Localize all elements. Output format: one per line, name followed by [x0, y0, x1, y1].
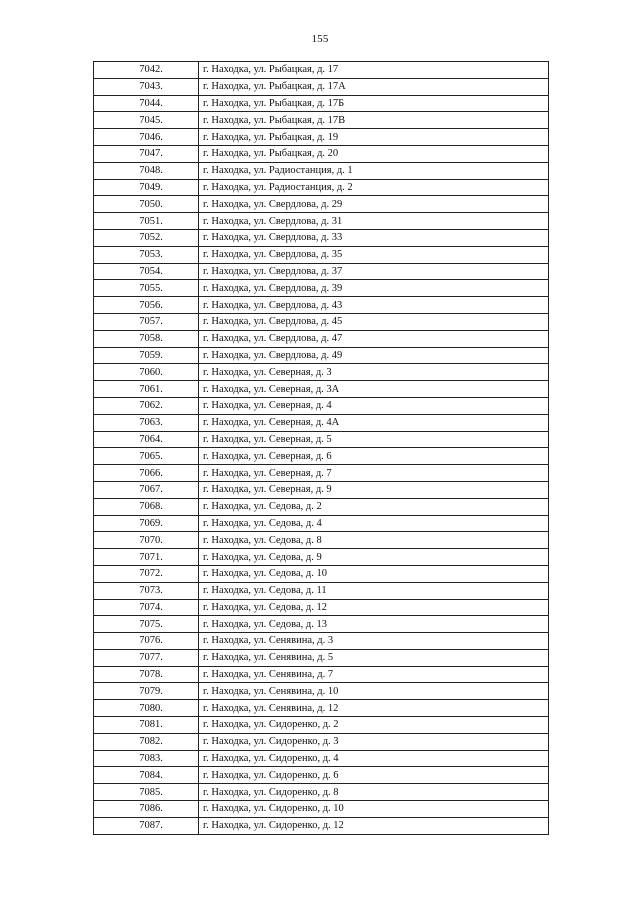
table-row — [94, 347, 549, 364]
address-cell: г. Находка, ул. Сидоренко, д. 2 — [199, 717, 549, 734]
address-cell: г. Находка, ул. Сидоренко, д. 6 — [199, 767, 549, 784]
table-row — [94, 683, 549, 700]
row-number-cell: 7064. — [94, 431, 199, 448]
address-cell: г. Находка, ул. Свердлова, д. 33 — [199, 229, 549, 246]
table-row — [94, 666, 549, 683]
address-cell: г. Находка, ул. Седова, д. 10 — [199, 565, 549, 582]
table-row — [94, 431, 549, 448]
address-cell: г. Находка, ул. Северная, д. 9 — [199, 481, 549, 498]
row-number-cell: 7053. — [94, 246, 199, 263]
address-cell: г. Находка, ул. Радиостанция, д. 2 — [199, 179, 549, 196]
row-number-cell: 7054. — [94, 263, 199, 280]
address-cell: г. Находка, ул. Свердлова, д. 37 — [199, 263, 549, 280]
table-row — [94, 313, 549, 330]
address-cell: г. Находка, ул. Сенявина, д. 3 — [199, 633, 549, 650]
row-number-cell: 7052. — [94, 229, 199, 246]
row-number-cell: 7070. — [94, 532, 199, 549]
table-row — [94, 498, 549, 515]
address-cell: г. Находка, ул. Рыбацкая, д. 17В — [199, 112, 549, 129]
table-row — [94, 330, 549, 347]
row-number-cell: 7077. — [94, 649, 199, 666]
table-row — [94, 481, 549, 498]
address-cell: г. Находка, ул. Рыбацкая, д. 17 — [199, 62, 549, 79]
address-cell: г. Находка, ул. Седова, д. 8 — [199, 532, 549, 549]
table-row — [94, 767, 549, 784]
row-number-cell: 7051. — [94, 213, 199, 230]
address-cell: г. Находка, ул. Рыбацкая, д. 17А — [199, 78, 549, 95]
address-cell: г. Находка, ул. Сенявина, д. 12 — [199, 700, 549, 717]
table-row — [94, 784, 549, 801]
address-cell: г. Находка, ул. Седова, д. 2 — [199, 498, 549, 515]
row-number-cell: 7066. — [94, 465, 199, 482]
address-cell: г. Находка, ул. Сидоренко, д. 4 — [199, 750, 549, 767]
address-cell: г. Находка, ул. Северная, д. 3 — [199, 364, 549, 381]
address-cell: г. Находка, ул. Седова, д. 4 — [199, 515, 549, 532]
row-number-cell: 7082. — [94, 733, 199, 750]
row-number-cell: 7044. — [94, 95, 199, 112]
row-number-cell: 7060. — [94, 364, 199, 381]
table-row — [94, 649, 549, 666]
table-row — [94, 549, 549, 566]
address-table — [93, 61, 549, 835]
row-number-cell: 7080. — [94, 700, 199, 717]
address-cell: г. Находка, ул. Северная, д. 7 — [199, 465, 549, 482]
table-row — [94, 750, 549, 767]
address-cell: г. Находка, ул. Седова, д. 9 — [199, 549, 549, 566]
row-number-cell: 7067. — [94, 481, 199, 498]
row-number-cell: 7056. — [94, 297, 199, 314]
address-cell: г. Находка, ул. Седова, д. 13 — [199, 616, 549, 633]
table-row — [94, 112, 549, 129]
table-row — [94, 364, 549, 381]
row-number-cell: 7085. — [94, 784, 199, 801]
table-row — [94, 733, 549, 750]
address-cell: г. Находка, ул. Северная, д. 6 — [199, 448, 549, 465]
table-row — [94, 582, 549, 599]
row-number-cell: 7059. — [94, 347, 199, 364]
row-number-cell: 7072. — [94, 565, 199, 582]
address-cell: г. Находка, ул. Северная, д. 3А — [199, 381, 549, 398]
address-cell: г. Находка, ул. Седова, д. 12 — [199, 599, 549, 616]
address-cell: г. Находка, ул. Сидоренко, д. 3 — [199, 733, 549, 750]
table-row — [94, 397, 549, 414]
table-row — [94, 616, 549, 633]
address-cell: г. Находка, ул. Сенявина, д. 5 — [199, 649, 549, 666]
address-cell: г. Находка, ул. Рыбацкая, д. 19 — [199, 129, 549, 146]
row-number-cell: 7045. — [94, 112, 199, 129]
address-cell: г. Находка, ул. Свердлова, д. 39 — [199, 280, 549, 297]
address-cell: г. Находка, ул. Свердлова, д. 47 — [199, 330, 549, 347]
table-row — [94, 95, 549, 112]
row-number-cell: 7042. — [94, 62, 199, 79]
row-number-cell: 7087. — [94, 817, 199, 834]
address-cell: г. Находка, ул. Северная, д. 4 — [199, 397, 549, 414]
address-cell: г. Находка, ул. Сидоренко, д. 10 — [199, 801, 549, 818]
table-row — [94, 179, 549, 196]
row-number-cell: 7065. — [94, 448, 199, 465]
address-cell: г. Находка, ул. Сенявина, д. 10 — [199, 683, 549, 700]
table-row — [94, 633, 549, 650]
row-number-cell: 7050. — [94, 196, 199, 213]
row-number-cell: 7061. — [94, 381, 199, 398]
row-number-cell: 7071. — [94, 549, 199, 566]
row-number-cell: 7046. — [94, 129, 199, 146]
table-row — [94, 78, 549, 95]
row-number-cell: 7058. — [94, 330, 199, 347]
table-row — [94, 129, 549, 146]
row-number-cell: 7055. — [94, 280, 199, 297]
table-row — [94, 280, 549, 297]
address-cell: г. Находка, ул. Рыбацкая, д. 20 — [199, 145, 549, 162]
table-row — [94, 817, 549, 834]
address-table-body — [94, 62, 549, 835]
row-number-cell: 7047. — [94, 145, 199, 162]
table-row — [94, 246, 549, 263]
row-number-cell: 7068. — [94, 498, 199, 515]
row-number-cell: 7049. — [94, 179, 199, 196]
table-row — [94, 414, 549, 431]
table-row — [94, 263, 549, 280]
row-number-cell: 7057. — [94, 313, 199, 330]
table-row — [94, 465, 549, 482]
row-number-cell: 7083. — [94, 750, 199, 767]
table-row — [94, 515, 549, 532]
address-cell: г. Находка, ул. Свердлова, д. 49 — [199, 347, 549, 364]
address-cell: г. Находка, ул. Рыбацкая, д. 17Б — [199, 95, 549, 112]
table-row — [94, 700, 549, 717]
row-number-cell: 7043. — [94, 78, 199, 95]
table-row — [94, 196, 549, 213]
address-cell: г. Находка, ул. Свердлова, д. 35 — [199, 246, 549, 263]
address-cell: г. Находка, ул. Сидоренко, д. 8 — [199, 784, 549, 801]
table-row — [94, 229, 549, 246]
row-number-cell: 7062. — [94, 397, 199, 414]
address-cell: г. Находка, ул. Сенявина, д. 7 — [199, 666, 549, 683]
table-row — [94, 162, 549, 179]
address-cell: г. Находка, ул. Северная, д. 5 — [199, 431, 549, 448]
address-cell: г. Находка, ул. Свердлова, д. 31 — [199, 213, 549, 230]
table-row — [94, 717, 549, 734]
row-number-cell: 7084. — [94, 767, 199, 784]
table-row — [94, 62, 549, 79]
row-number-cell: 7075. — [94, 616, 199, 633]
row-number-cell: 7063. — [94, 414, 199, 431]
row-number-cell: 7086. — [94, 801, 199, 818]
table-row — [94, 565, 549, 582]
table-row — [94, 297, 549, 314]
address-cell: г. Находка, ул. Свердлова, д. 43 — [199, 297, 549, 314]
row-number-cell: 7079. — [94, 683, 199, 700]
page-number: 155 — [311, 33, 329, 45]
address-cell: г. Находка, ул. Северная, д. 4А — [199, 414, 549, 431]
address-cell: г. Находка, ул. Радиостанция, д. 1 — [199, 162, 549, 179]
address-cell: г. Находка, ул. Свердлова, д. 29 — [199, 196, 549, 213]
table-row — [94, 801, 549, 818]
row-number-cell: 7078. — [94, 666, 199, 683]
address-cell: г. Находка, ул. Сидоренко, д. 12 — [199, 817, 549, 834]
table-row — [94, 599, 549, 616]
address-cell: г. Находка, ул. Свердлова, д. 45 — [199, 313, 549, 330]
row-number-cell: 7076. — [94, 633, 199, 650]
table-row — [94, 532, 549, 549]
row-number-cell: 7081. — [94, 717, 199, 734]
row-number-cell: 7073. — [94, 582, 199, 599]
table-row — [94, 213, 549, 230]
row-number-cell: 7048. — [94, 162, 199, 179]
table-row — [94, 145, 549, 162]
table-row — [94, 448, 549, 465]
row-number-cell: 7069. — [94, 515, 199, 532]
row-number-cell: 7074. — [94, 599, 199, 616]
table-row — [94, 381, 549, 398]
address-cell: г. Находка, ул. Седова, д. 11 — [199, 582, 549, 599]
